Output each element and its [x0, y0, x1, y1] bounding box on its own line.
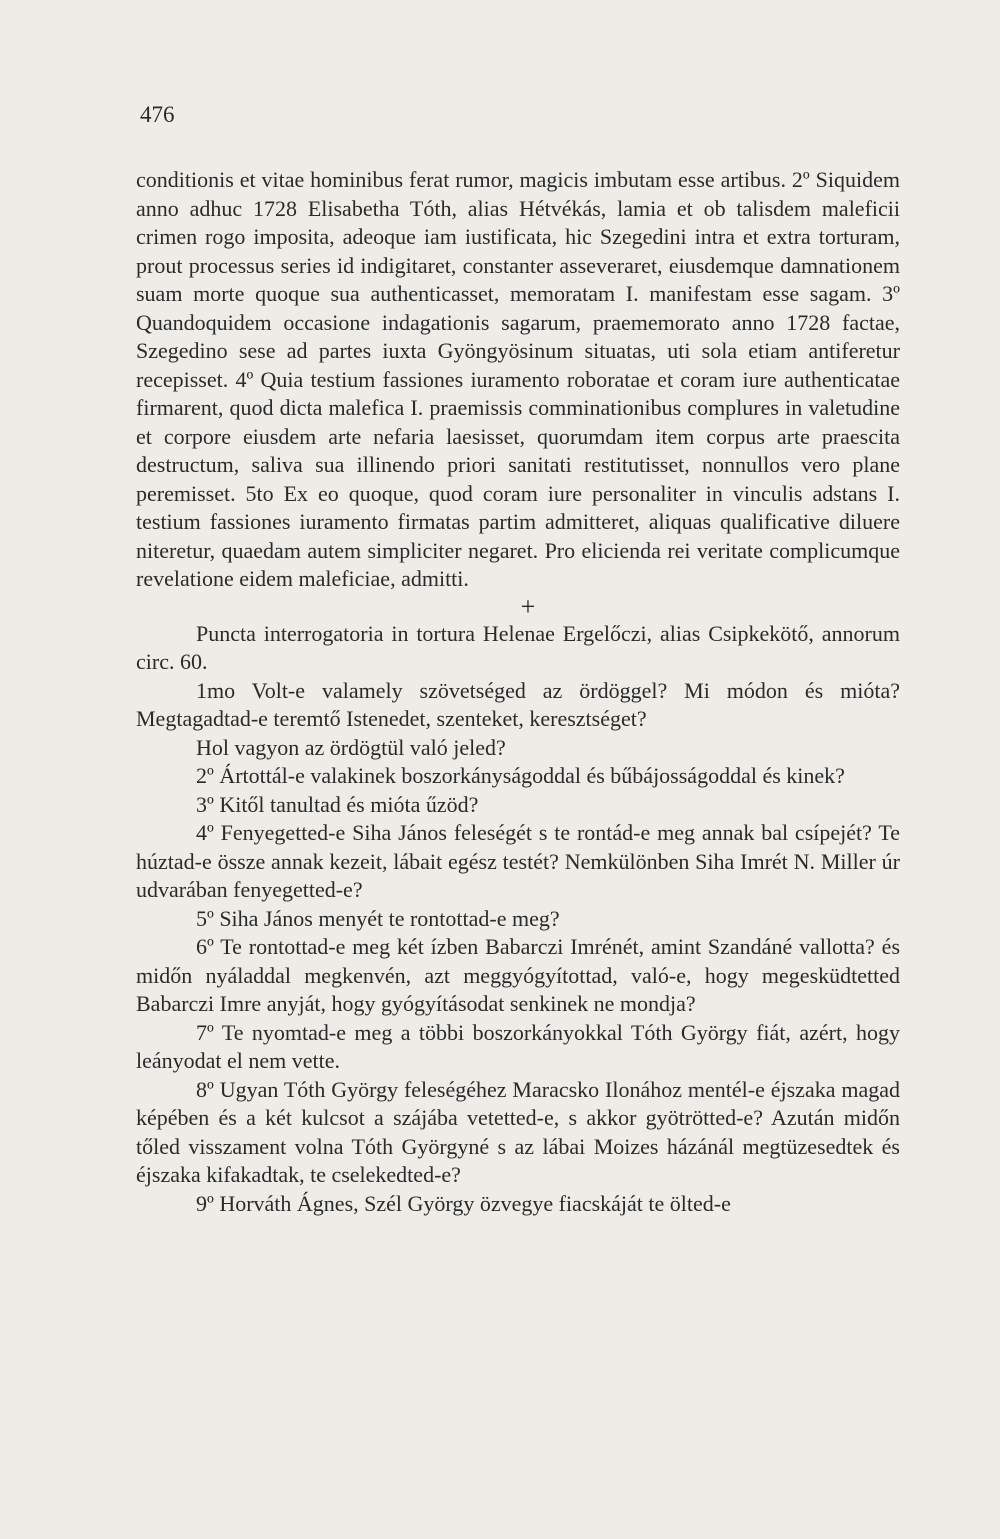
section-divider: + — [520, 591, 536, 621]
question-item: 1mo Volt-e valamely szövetséged az ördöggel? Mi módon és mióta? Megtagadtad-e teremtő Istenedet, szenteket, keresztséget? — [136, 677, 900, 731]
question-item: 2º Ártottál-e valakinek boszorkányságoddal és bűbájosságoddal és kinek? — [196, 763, 845, 788]
page-number: 476 — [140, 102, 175, 127]
body-paragraph: conditionis et vitae hominibus ferat rumor, magicis imbutam esse artibus. 2º Siquidem anno adhuc 1728 Elisabetha Tóth, alias Hétvékás, lamia et ob talisdem maleficii crimen rogo imposita, adeoque iam iustificata, hic Szegedini intra et extra torturam, prout processus series id indigitaret, constanter asseveraret, eiusdemque damnationem suam morte quoque sua authenticasset, memoratam I. manifestam esse sagam. 3º Quandoquidem occasione indagationis sagarum, praememorato anno 1728 factae, Szegedino sese ad partes iuxta Gyöngyösinum situatas, uti sola etiam antiferetur recepisset. 4º Quia testium fassiones iuramento roboratae et coram iure authenticatae firmarent, quod dicta malefica I. praemissis comminationibus complures in valetudine et corpore eiusdem arte nefaria laesisset, quorumdam item corpus arte praescita destructum, saliva sua illinendo priori sanitati restitutisset, nonnullos vero plane peremisset. 5to Ex eo quoque, quod coram iure personaliter in vinculis adstans I. testium fassiones iuramento firmatas partim admitteret, aliquas qualificative diluere niteretur, quaedam autem simpliciter negaret. Pro elicienda rei veritate complicumque revelatione eidem maleficiae, admitti. — [136, 167, 900, 591]
interrogatory-heading: Puncta interrogatoria in tortura Helenae Ergelőczi, alias Csipkekötő, annorum circ. 60. — [136, 620, 900, 674]
question-item: 8º Ugyan Tóth György feleségéhez Maracsko Ilonához mentél-e éjszaka magad képében és a két kulcsot a szájába vetetted-e, s akkor gyötrötted-e? Azután midőn tőled visszament volna Tóth Györgyné s az lábai Moizes házánál megtüzesedtek és éjszaka kifakadtak, te cselekedted-e? — [136, 1076, 900, 1187]
question-item: 6º Te rontottad-e meg két ízben Babarczi Imrénét, amint Szandáné vallotta? és midőn nyáladdal megkenvén, azt meggyógyítottad, való-e, hogy megesküdtetted Babarczi Imre anyját, hogy gyógyításodat senkinek ne mondja? — [136, 934, 900, 1016]
question-item: 3º Kitől tanultad és mióta űzöd? — [196, 791, 479, 817]
question-item: Hol vagyon az ördögtül való jeled? — [196, 734, 506, 760]
question-item: 7º Te nyomtad-e meg a többi boszorkányokkal Tóth György fiát, azért, hogy leányodat el nem vette. — [136, 1019, 900, 1073]
question-item: 5º Siha János menyét te rontottad-e meg? — [196, 905, 560, 931]
page-body — [136, 166, 900, 1218]
question-item: 4º Fenyegetted-e Siha János feleségét s te rontád-e meg annak bal csípejét? Te húztad-e össze annak kezeit, lábait egész testét? Nemkülönben Siha Imrét N. Miller úr udvarában fenyegetted-e? — [136, 820, 900, 902]
question-item: 9º Horváth Ágnes, Szél György özvegye fiacskáját te ölted-e — [196, 1190, 731, 1216]
